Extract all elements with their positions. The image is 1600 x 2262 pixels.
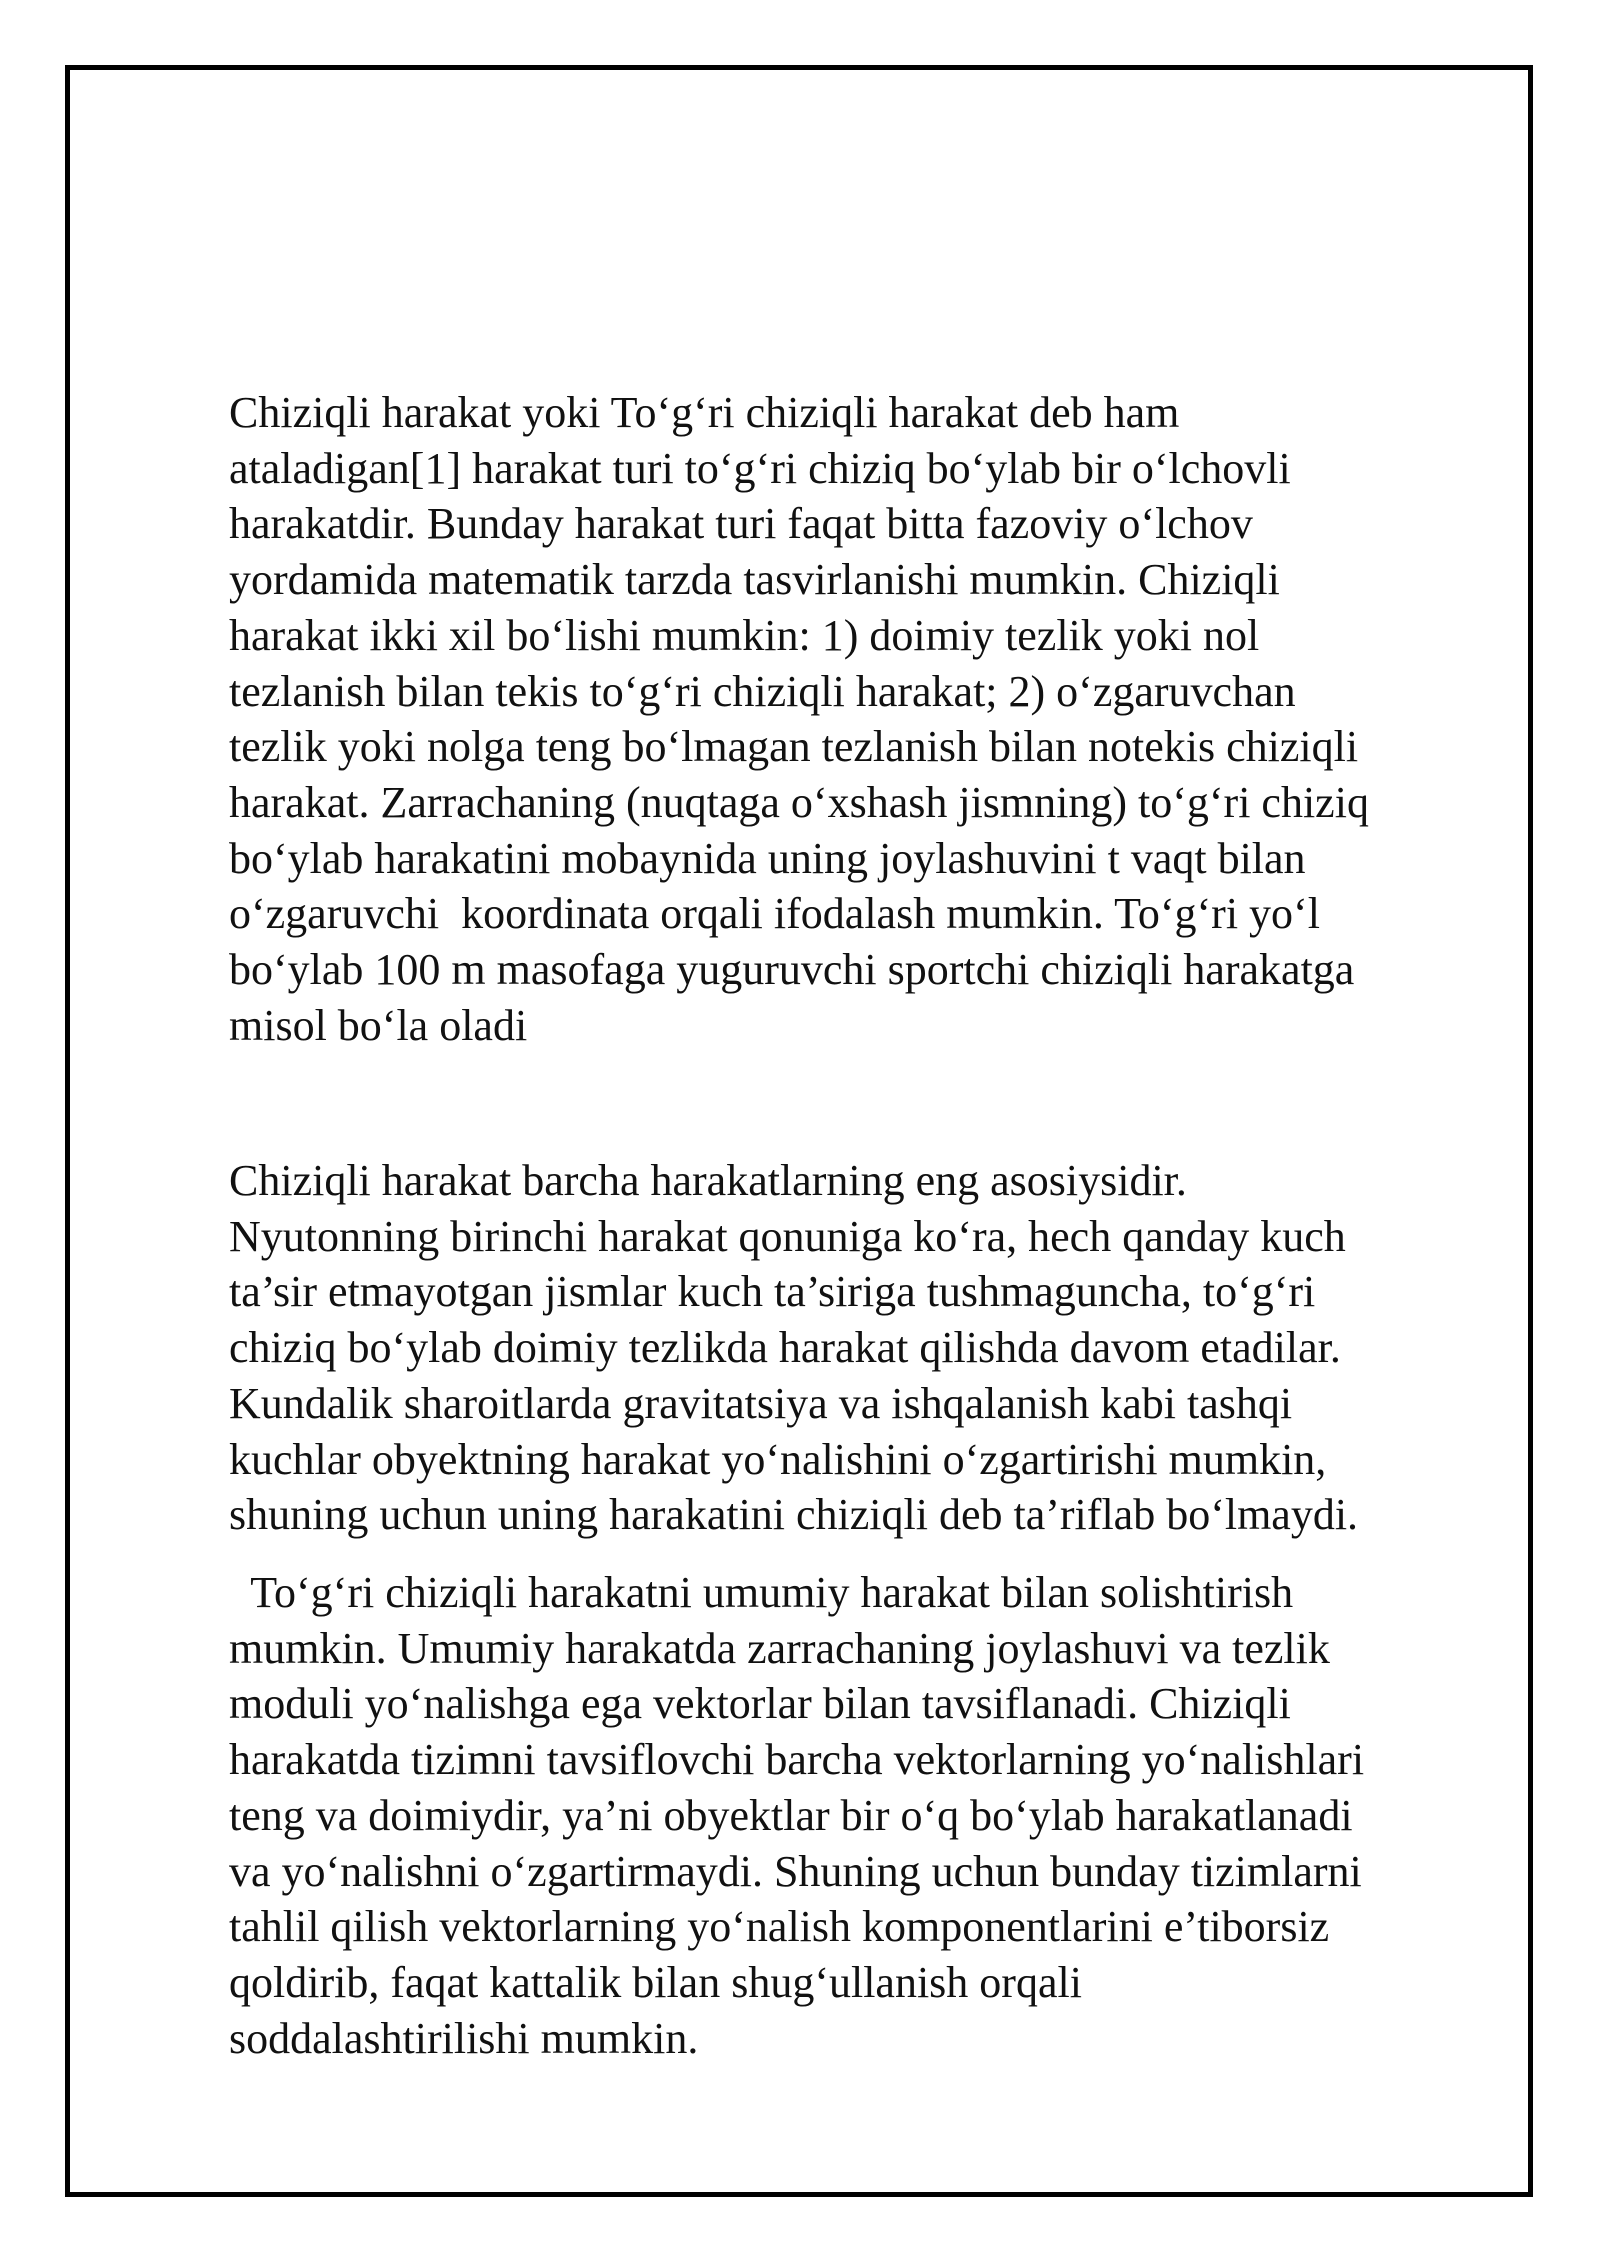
text-line: soddalashtirilishi mumkin. bbox=[229, 2013, 699, 2063]
text-line: Chiziqli harakat yoki To‘g‘ri chiziqli harakat deb ham bbox=[229, 388, 1180, 437]
text-line: harakatdir. Bunday harakat turi faqat bitta fazoviy o‘lchov bbox=[229, 499, 1253, 549]
text-line: tahlil qilish vektorlarning yo‘nalish komponentlarini e’tiborsiz bbox=[229, 1902, 1330, 1952]
text-line: yordamida matematik tarzda tasvirlanishi mumkin. Chiziqli bbox=[229, 555, 1280, 605]
text-line: o‘zgaruvchi koordinata orqali ifodalash mumkin. To‘g‘ri yo‘l bbox=[229, 889, 1320, 939]
text-line: ta’sir etmayotgan jismlar kuch ta’siriga tushmaguncha, to‘g‘ri bbox=[229, 1267, 1316, 1317]
paragraph-linear-motion-definition bbox=[229, 385, 1489, 1053]
text-line: teng va doimiydir, ya’ni obyektlar bir o‘q bo‘ylab harakatlanadi bbox=[229, 1790, 1353, 1840]
text-line: To‘g‘ri chiziqli harakatni umumiy harakat bilan solishtirish bbox=[229, 1568, 1294, 1617]
text-line: kuchlar obyektning harakat yo‘nalishini o‘zgartirishi mumkin, bbox=[229, 1434, 1327, 1484]
text-line: Kundalik sharoitlarda gravitatsiya va ishqalanish kabi tashqi bbox=[229, 1378, 1293, 1428]
text-line: bo‘ylab harakatini mobaynida uning joylashuvini t vaqt bilan bbox=[229, 833, 1306, 883]
text-line: qoldirib, faqat kattalik bilan shug‘ullanish orqali bbox=[229, 1957, 1082, 2007]
text-line: Nyutonning birinchi harakat qonuniga ko‘ra, hech qanday kuch bbox=[229, 1211, 1346, 1261]
text-line: bo‘ylab 100 m masofaga yuguruvchi sportchi chiziqli harakatga bbox=[229, 945, 1355, 995]
text-line: ataladigan[1] harakat turi to‘g‘ri chiziq bo‘ylab bir o‘lchovli bbox=[229, 443, 1291, 493]
paragraph-newton-first-law bbox=[229, 1153, 1489, 1543]
text-line: tezlanish bilan tekis to‘g‘ri chiziqli harakat; 2) o‘zgaruvchan bbox=[229, 666, 1296, 716]
text-line: harakat ikki xil bo‘lishi mumkin: 1) doimiy tezlik yoki nol bbox=[229, 610, 1260, 660]
text-line: moduli yo‘nalishga ega vektorlar bilan tavsiflanadi. Chiziqli bbox=[229, 1679, 1291, 1729]
text-line: tezlik yoki nolga teng bo‘lmagan tezlanish bilan notekis chiziqli bbox=[229, 722, 1359, 772]
text-line: shuning uchun uning harakatini chiziqli deb ta’riflab bo‘lmaydi. bbox=[229, 1490, 1359, 1540]
text-line: va yo‘nalishni o‘zgartirmaydi. Shuning uchun bunday tizimlarni bbox=[229, 1846, 1362, 1896]
paragraph-general-motion-comparison bbox=[229, 1565, 1489, 2066]
text-line: misol bo‘la oladi bbox=[229, 1000, 528, 1050]
text-line: harakatda tizimni tavsiflovchi barcha vektorlarning yo‘nalishlari bbox=[229, 1735, 1365, 1785]
text-line: Chiziqli harakat barcha harakatlarning eng asosiysidir. bbox=[229, 1156, 1187, 1205]
text-line: chiziq bo‘ylab doimiy tezlikda harakat qilishda davom etadilar. bbox=[229, 1323, 1341, 1373]
text-line: harakat. Zarrachaning (nuqtaga o‘xshash jismning) to‘g‘ri chiziq bbox=[229, 777, 1369, 827]
text-line: mumkin. Umumiy harakatda zarrachaning joylashuvi va tezlik bbox=[229, 1623, 1330, 1673]
